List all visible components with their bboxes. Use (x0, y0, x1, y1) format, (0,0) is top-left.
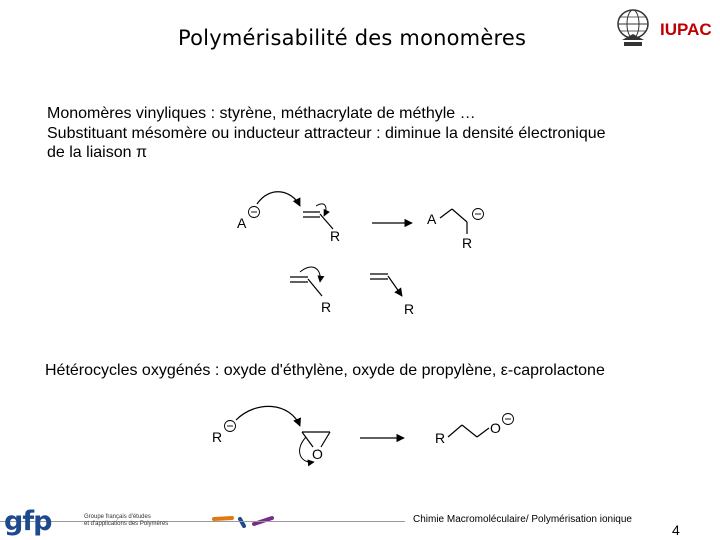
product-o-label: O (490, 420, 501, 436)
scheme-mesomery (290, 267, 414, 317)
org-line: et d'applications des Polymères (84, 521, 169, 527)
nucleophile-r-label: R (212, 429, 223, 445)
substituent-label: R (330, 228, 341, 244)
org-line: Groupe français d'études (84, 514, 151, 520)
curved-arrow-icon (300, 267, 320, 282)
right-substituent-label: R (404, 301, 415, 317)
curved-arrow-icon (236, 406, 300, 426)
nucleophile-label: A (237, 215, 247, 231)
gfp-logo: gfp (4, 506, 52, 537)
page-number: 4 (672, 522, 680, 538)
curved-arrow-icon (316, 204, 326, 216)
product-nucleophile-label: A (427, 211, 437, 227)
paragraph-line: de la liaison π (47, 144, 147, 161)
footer-divider (0, 521, 405, 522)
curved-arrow-icon (257, 192, 300, 206)
heterocycles-line: Hétérocycles oxygénés : oxyde d'éthylène, oxyde de propylène, ε-caprolactone (45, 362, 605, 379)
scheme-vinyl-attack (237, 192, 484, 251)
gfp-decor-dashes (214, 518, 272, 526)
product-r-label: R (435, 430, 446, 446)
gfp-org-name (84, 514, 168, 528)
paragraph-line: Monomères vinyliques : styrène, méthacrylate de méthyle … (47, 105, 476, 122)
scheme-epoxide-opening (212, 406, 514, 462)
iupac-label: IUPAC (660, 20, 712, 39)
product-substituent-label: R (462, 235, 473, 251)
paragraph-line: Substituant mésomère ou inducteur attracteur : diminue la densité électronique (47, 124, 606, 142)
course-footer: Chimie Macromoléculaire/ Polymérisation ionique (413, 514, 632, 525)
left-substituent-label: R (321, 299, 332, 315)
ring-oxygen-label: O (312, 446, 323, 462)
slide-title: Polymérisabilité des monomères (178, 26, 527, 50)
